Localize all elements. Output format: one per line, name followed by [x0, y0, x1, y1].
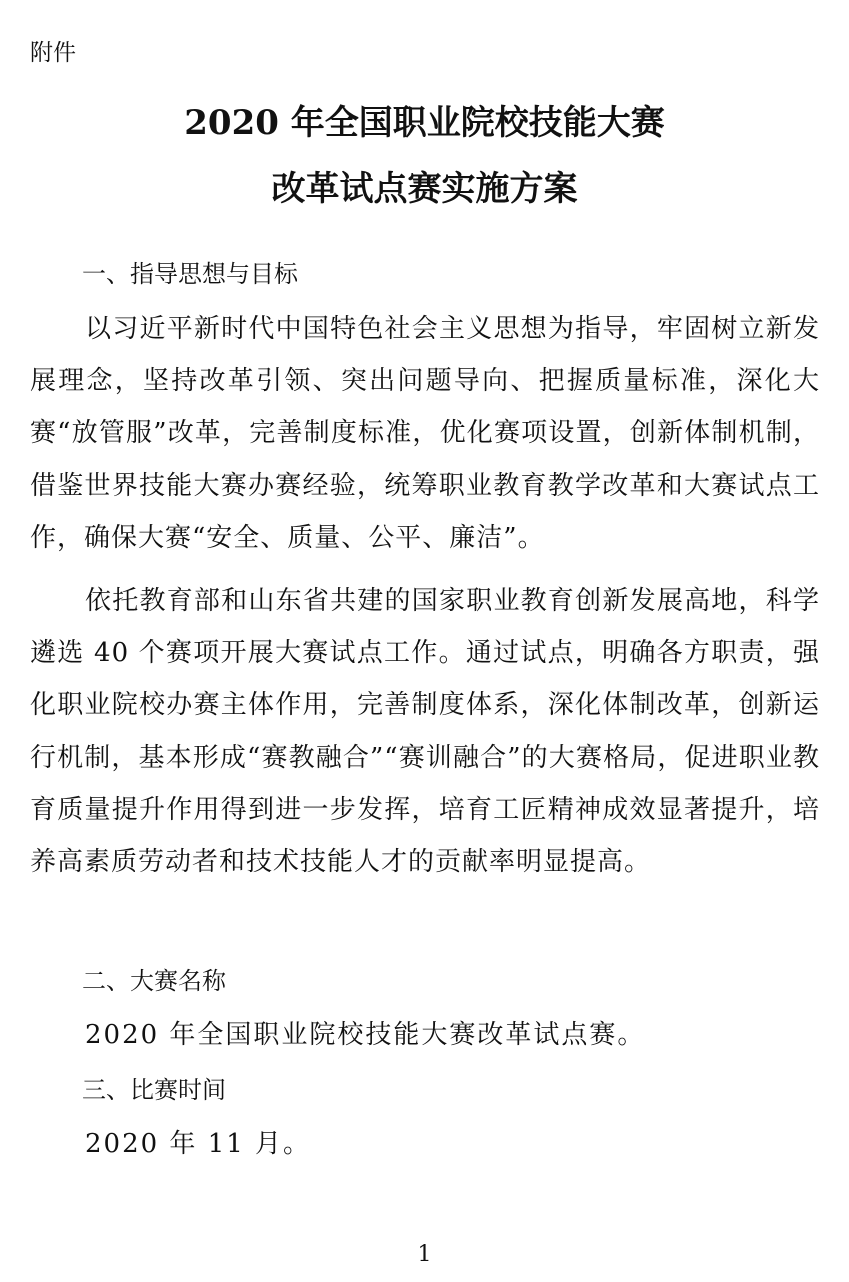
document-title-line-1: 2020 年全国职业院校技能大赛 [184, 103, 665, 143]
page-number: 1 [417, 1242, 432, 1267]
paragraph-pilot-goals: 依托教育部和山东省共建的国家职业教育创新发展高地，科学遴选 40 个赛项开展大赛试点工作。通过试点，明确各方职责，强化职业院校办赛主体作用，完善制度体系，深化体制改革，创新运行机制，基本形成“赛教融合”“赛训融合”的大赛格局，促进职业教育质量提升作用得到进一步发挥，培育工匠精神成效显著提升，培养高素质劳动者和技术技能人才的贡献率明显提高。 [30, 586, 820, 878]
section-heading-guiding-ideology: 一、指导思想与目标 [82, 260, 298, 288]
document-title-line-2: 改革试点赛实施方案 [271, 169, 578, 209]
paragraph-competition-name: 2020 年全国职业院校技能大赛改革试点赛。 [85, 1020, 646, 1050]
paragraph-guiding-ideology: 以习近平新时代中国特色社会主义思想为指导，牢固树立新发展理念，坚持改革引领、突出问题导向、把握质量标准，深化大赛“放管服”改革，完善制度标准，优化赛项设置，创新体制机制，借鉴世界技能大赛办赛经验，统筹职业教育教学改革和大赛试点工作，确保大赛“安全、质量、公平、廉洁”。 [30, 314, 820, 553]
paragraph-competition-time: 2020 年 11 月。 [85, 1129, 312, 1159]
attachment-label: 附件 [30, 40, 76, 66]
section-heading-competition-time: 三、比赛时间 [82, 1076, 226, 1104]
section-heading-competition-name: 二、大赛名称 [82, 967, 226, 995]
